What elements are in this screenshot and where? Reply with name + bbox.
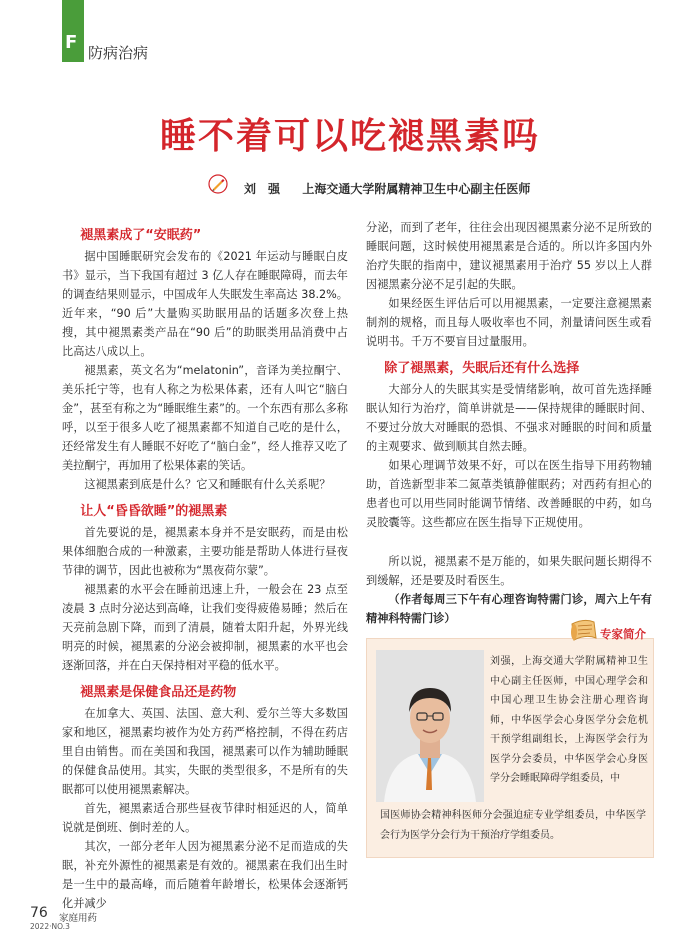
author-note: （作者每周三下午有心理咨询特需门诊，周六上午有精神科特需门诊） [366,593,652,625]
paragraph: 在加拿大、英国、法国、意大利、爱尔兰等大多数国家和地区，褪黑素均被作为处方药严格控制，不得在药店里自由销售。而在美国和我国，褪黑素可以作为辅助睡眠的保健食品使用。其实，失眠的类型很多，不是所有的失眠都可以使用褪黑素解决。 [62,707,348,796]
expert-photo [376,650,484,802]
section-tab [62,0,84,62]
issue-label: 2022·NO.3 [30,922,70,931]
paragraph: 褪黑素，英文名为“melatonin”，音译为美拉酮宁、美乐托宁等，也有人称之为松果体素，还有人叫它“脑白金”，甚至有称之为“睡眠维生素”的。一个东西有那么多称呼，以至于很多人吃了褪黑素都不知道自己吃的是什么，还经常发生有人睡眠不好吃了“脑白金”，经人推荐又吃了美拉酮宁，再加用了松果体素的笑话。 [62,364,348,472]
section-heading: 褪黑素是保健食品还是药物 [80,685,237,700]
section-heading: 褪黑素成了“安眠药” [80,228,202,243]
section-heading: 除了褪黑素，失眠后还有什么选择 [384,361,580,376]
left-column [62,218,348,913]
magazine-name: 家庭用药 [59,913,98,924]
paragraph: 褪黑素的水平会在睡前迅速上升，一般会在 23 点至凌晨 3 点时分泌达到高峰，让我们变得疲倦易睡；然后在天亮前急剧下降，而到了清晨，随着太阳升起，外界光线明亮的时候，褪黑素的分泌会被抑制，褪黑素的水平也会逐渐回落，并在白天保持相对平稳的低水平。 [62,583,348,672]
paragraph: 据中国睡眠研究会发布的《2021 年运动与睡眠白皮书》显示，当下我国有超过 3 亿人存在睡眠障碍，而去年的调查结果则显示，中国成年人失眠发生率高达 38.2%。近年来，“90 后”大量购买助眠用品的话题多次登上热搜，其中褪黑素类产品在“90 后”的助眠类用品消费中占比高达八成以上。 [62,250,348,358]
expert-label: 专家简介 [600,627,646,641]
pen-icon [208,174,228,194]
section-heading: 让人“昏昏欲睡”的褪黑素 [80,504,228,519]
author-name: 刘 强 [244,182,281,196]
section-letter: F [65,32,78,53]
byline [244,180,530,197]
paragraph: 如果经医生评估后可以用褪黑素，一定要注意褪黑素制剂的规格，而且每人吸收率也不同，剂量请问医生或看说明书。千万不要盲目过量服用。 [366,297,652,348]
paragraph: 如果心理调节效果不好，可以在医生指导下用药物辅助，首选新型非苯二氮䓬类镇静催眠药；对西药有担心的患者也可以用些同时能调节情绪、改善睡眠的中药，如乌灵胶囊等。这些都应在医生指导下正规使用。 [366,459,652,529]
paragraph: 分泌，而到了老年，往往会出现因褪黑素分泌不足所致的睡眠问题，这时候使用褪黑素是合适的。所以许多国内外治疗失眠的指南中，建议褪黑素用于治疗 55 岁以上人群因褪黑素分泌不足引起的失眠。 [366,221,652,291]
paragraph: 所以说，褪黑素不是万能的，如果失眠问题长期得不到缓解，还是要及时看医生。 [366,555,652,587]
expert-bio-bottom: 国医师协会精神科医师分会强迫症专业学组委员，中华医学会行为医学分会行为干预治疗学组委员。 [380,810,646,841]
paragraph: 首先，褪黑素适合那些昼夜节律时相延迟的人，简单说就是倒班、倒时差的人。 [62,802,348,834]
scroll-icon [568,616,600,648]
paragraph: 大部分人的失眠其实是受情绪影响，故可首先选择睡眠认知行为治疗，简单讲就是——保持规律的睡眠时间、不要过分放大对睡眠的恐惧、不强求对睡眠的时间和质量的主观要求、做到顺其自然去睡。 [366,383,652,453]
right-column [366,218,652,628]
paragraph: 这褪黑素到底是什么？它又和睡眠有什么关系呢？ [84,478,331,491]
page-number: 76 [30,905,48,921]
expert-bio-top: 刘强，上海交通大学附属精神卫生中心副主任医师，中国心理学会和中国心理卫生协会注册心理咨询师，中华医学会心身医学分会危机干预学组副组长，上海医学会行为医学分会委员，中华医学会心身医学分会睡眠障碍学组委员，中 [490,656,648,784]
author-affiliation: 上海交通大学附属精神卫生中心副主任医师 [302,182,531,196]
spacer [366,532,652,552]
article-title: 睡不着可以吃褪黑素吗 [159,116,540,157]
paragraph: 其次，一部分老年人因为褪黑素分泌不足而造成的失眠，补充外源性的褪黑素是有效的。褪黑素在我们出生时是一生中的最高峰，而后随着年龄增长，松果体会逐渐钙化并减少 [62,840,348,910]
section-label: 防病治病 [88,44,149,62]
paragraph: 首先要说的是，褪黑素本身并不是安眠药，而是由松果体细胞合成的一种激素，主要功能是帮助人体进行昼夜节律的调节，因此也被称为“黑夜荷尔蒙”。 [62,526,348,577]
